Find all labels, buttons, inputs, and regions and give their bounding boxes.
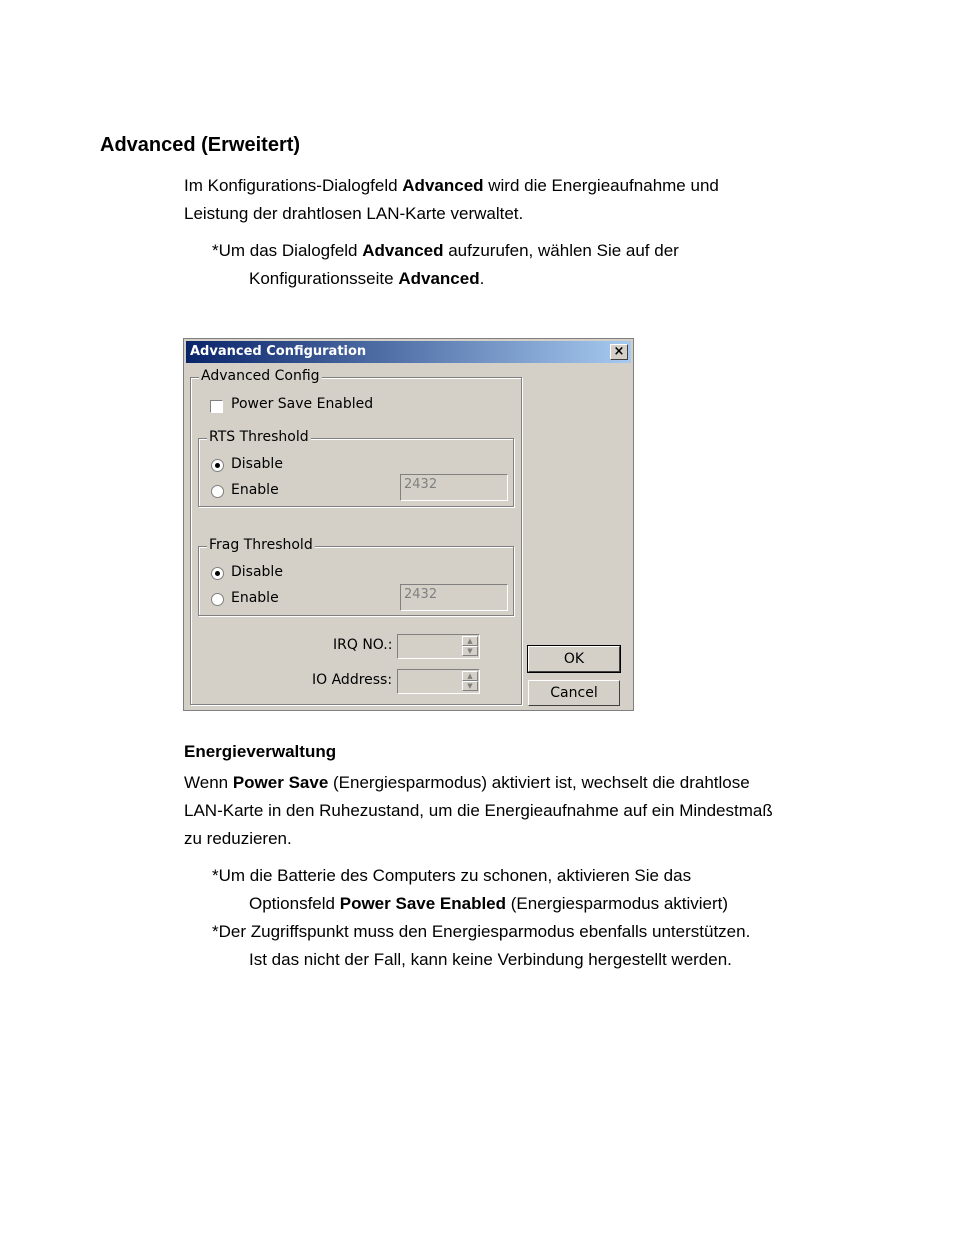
power-save-label[interactable]: Power Save Enabled (231, 396, 374, 412)
power-text: (Energiesparmodus) aktiviert ist, wechselt die drahtlose (328, 773, 750, 792)
frag-disable-radio[interactable] (211, 567, 224, 580)
rts-threshold-legend: RTS Threshold (209, 429, 309, 445)
note-text: *Um das Dialogfeld (212, 241, 363, 260)
advanced-config-legend: Advanced Config (201, 368, 320, 384)
dialog-titlebar[interactable] (186, 341, 631, 363)
intro-bold: Advanced (402, 176, 484, 195)
frag-threshold-input[interactable]: 2432 (400, 584, 508, 611)
power-text: LAN-Karte in den Ruhezustand, um die Energieaufnahme auf ein Mindestmaß (184, 801, 773, 820)
note-text: Ist das nicht der Fall, kann keine Verbindung hergestellt werden. (249, 950, 732, 969)
power-text: zu reduzieren. (184, 829, 292, 848)
intro-text: Im Konfigurations-Dialogfeld (184, 176, 403, 195)
frag-threshold-group (198, 537, 514, 616)
note-access-point (212, 918, 750, 974)
note-bold: Advanced (398, 269, 480, 288)
note-text: Optionsfeld (249, 894, 340, 913)
section-heading: Advanced (Erweitert) (100, 134, 301, 156)
note-text: . (479, 269, 485, 288)
advanced-config-group (190, 368, 522, 705)
io-address-stepper[interactable] (397, 669, 480, 694)
power-save-checkbox[interactable] (210, 400, 223, 413)
intro-text: wird die Energieaufnahme und (483, 176, 719, 195)
frag-enable-radio[interactable] (211, 593, 224, 606)
frag-enable-label[interactable]: Enable (231, 590, 279, 606)
subheading-energieverwaltung: Energieverwaltung (184, 742, 337, 761)
rts-enable-radio[interactable] (211, 485, 224, 498)
advanced-configuration-dialog (183, 338, 634, 711)
irq-stepper[interactable] (397, 634, 480, 659)
cancel-button[interactable]: Cancel (528, 680, 620, 706)
rts-disable-label[interactable]: Disable (231, 456, 283, 472)
ok-button[interactable]: OK (528, 646, 620, 672)
irq-label: IRQ NO.: (333, 637, 393, 653)
power-bold: Power Save (232, 773, 329, 792)
dialog-title: Advanced Configuration (190, 344, 367, 359)
rts-threshold-group (198, 429, 514, 507)
note-text: (Energiesparmodus aktiviert) (506, 894, 729, 913)
note-bold: Power Save Enabled (339, 894, 507, 913)
io-address-label: IO Address: (312, 672, 393, 688)
note-text: Konfigurationsseite (249, 269, 399, 288)
frag-disable-label[interactable]: Disable (231, 564, 283, 580)
spin-down-icon[interactable]: ▼ (462, 646, 478, 656)
rts-threshold-input[interactable]: 2432 (400, 474, 508, 501)
close-icon[interactable]: × (610, 344, 628, 360)
note-text: *Um die Batterie des Computers zu schonen, aktivieren Sie das (212, 866, 692, 885)
power-save-paragraph (184, 769, 773, 853)
note-open-dialog (212, 237, 679, 293)
frag-threshold-legend: Frag Threshold (209, 537, 313, 553)
rts-disable-radio[interactable] (211, 459, 224, 472)
intro-text: Leistung der drahtlosen LAN-Karte verwaltet. (184, 204, 524, 223)
spin-down-icon[interactable]: ▼ (462, 681, 478, 691)
note-bold: Advanced (362, 241, 444, 260)
rts-enable-label[interactable]: Enable (231, 482, 279, 498)
note-battery (212, 862, 728, 918)
spin-up-icon[interactable]: ▲ (462, 671, 478, 681)
note-text: *Der Zugriffspunkt muss den Energiesparmodus ebenfalls unterstützen. (212, 922, 751, 941)
power-text: Wenn (184, 773, 233, 792)
note-text: aufzurufen, wählen Sie auf der (443, 241, 679, 260)
intro-paragraph (184, 172, 719, 228)
spin-up-icon[interactable]: ▲ (462, 636, 478, 646)
